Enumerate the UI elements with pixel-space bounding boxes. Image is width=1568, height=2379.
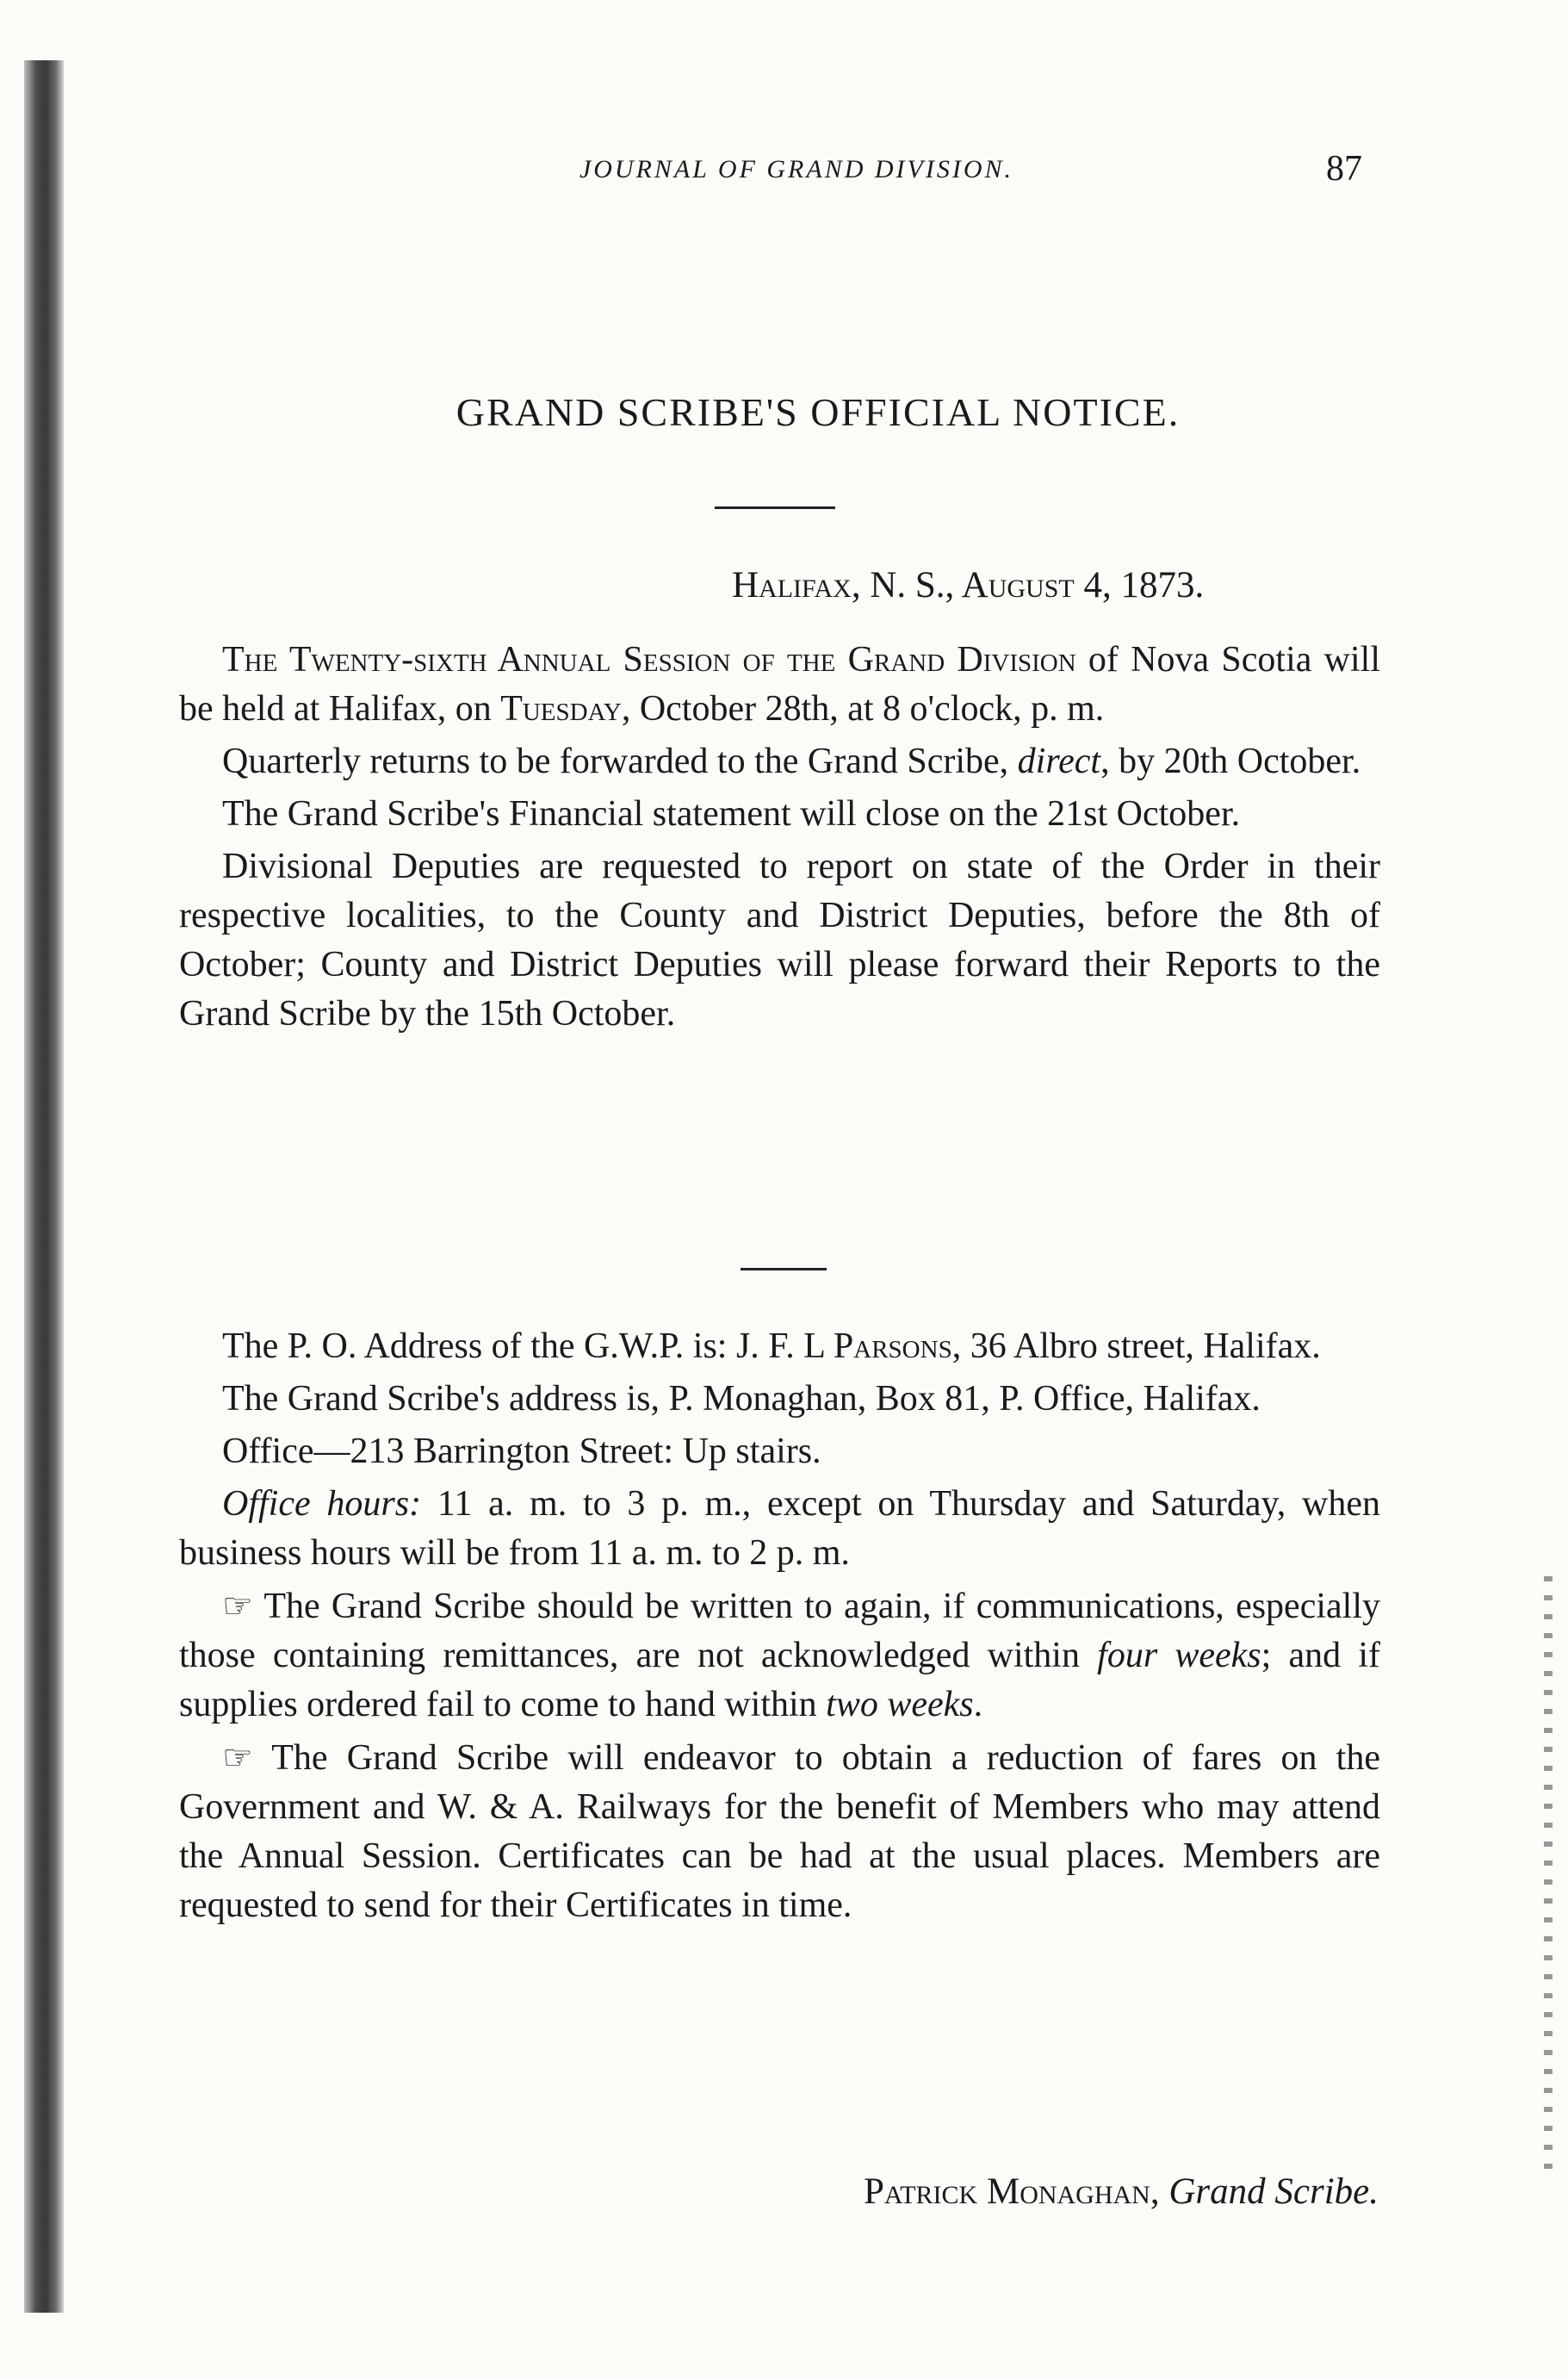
gwp-text-a: The P. O. Address of the G.W.P. is: J. F. L xyxy=(222,1326,834,1366)
ack-text-b: ; and if supplies ordered fail to come to hand within xyxy=(179,1636,1380,1724)
paragraph-acknowledgement xyxy=(179,1581,1380,1730)
paragraph-scribe-address: The Grand Scribe's address is, P. Monaghan, Box 81, P. Office, Halifax. xyxy=(222,1379,1261,1419)
fares-text: The Grand Scribe will endeavor to obtain a reduction of fares on the Government and W. & A. Railways for the benefit of Members who may attend the Annual Session. Certificates can be had at the usual places. Members are requested to send for their Certificates in time. xyxy=(179,1738,1380,1925)
paragraph-session xyxy=(179,636,1380,734)
paragraph-financial: The Grand Scribe's Financial statement will close on the 21st October. xyxy=(222,794,1241,834)
ack-text-a: The Grand Scribe should be written to again, if communications, especially those containing remittances, are not acknowledged within xyxy=(179,1587,1380,1675)
returns-direct: direct xyxy=(1017,742,1101,781)
ack-two-weeks: two weeks xyxy=(826,1685,974,1724)
section-rule xyxy=(741,1268,827,1270)
signature xyxy=(864,2171,1379,2213)
page-number: 87 xyxy=(1326,149,1362,189)
returns-text-a: Quarterly returns to be forwarded to the Grand Scribe, xyxy=(222,742,1018,781)
gwp-name: Parsons xyxy=(833,1326,952,1366)
session-text-a: of Nova Scotia will be held at Halifax, on xyxy=(179,640,1380,729)
gwp-text-b: , 36 Albro street, Halifax. xyxy=(951,1326,1321,1366)
paragraph-office-hours xyxy=(179,1480,1380,1578)
session-lead: The Twenty-sixth Annual Session of the Grand Division xyxy=(222,640,1076,680)
pointing-hand-icon: ☞ xyxy=(222,1738,253,1777)
paragraph-gwp-address xyxy=(179,1322,1380,1371)
paragraph-deputies: Divisional Deputies are requested to report on state of the Order in their respective localities, to the County and District Deputies, before the 8th of October; County and District Deputies will please forward their Reports to the Grand Scribe by the 15th October. xyxy=(179,847,1380,1034)
pointing-hand-icon: ☞ xyxy=(222,1587,253,1625)
notice-body xyxy=(179,636,1380,1042)
ack-four-weeks: four weeks xyxy=(1097,1636,1261,1675)
paragraph-office: Office—213 Barrington Street: Up stairs. xyxy=(222,1432,821,1471)
paragraph-fares xyxy=(179,1733,1380,1930)
running-head: JOURNAL OF GRAND DIVISION. xyxy=(579,155,1014,183)
session-day: Tuesday xyxy=(500,689,622,729)
returns-text-b: , by 20th October. xyxy=(1100,742,1361,781)
session-text-b: , October 28th, at 8 o'clock, p. m. xyxy=(621,689,1105,729)
notice-title: GRAND SCRIBE'S OFFICIAL NOTICE. xyxy=(456,390,1181,434)
office-hours-label: Office hours: xyxy=(222,1484,422,1524)
paragraph-returns xyxy=(179,737,1380,786)
addresses-body xyxy=(179,1322,1380,1934)
book-spine-shadow xyxy=(24,60,64,2313)
ack-text-c: . xyxy=(973,1685,983,1724)
signature-name: Patrick Monaghan, xyxy=(863,2171,1160,2212)
office-hours-text: 11 a. m. to 3 p. m., except on Thursday and Saturday, when business hours will be from 11 a. m. to 2 p. m. xyxy=(179,1484,1381,1573)
page-edge-marks xyxy=(1544,1576,1553,2179)
title-rule xyxy=(715,506,835,509)
dateline: Halifax, N. S., August 4, 1873. xyxy=(732,565,1205,606)
signature-role: Grand Scribe. xyxy=(1168,2171,1379,2212)
